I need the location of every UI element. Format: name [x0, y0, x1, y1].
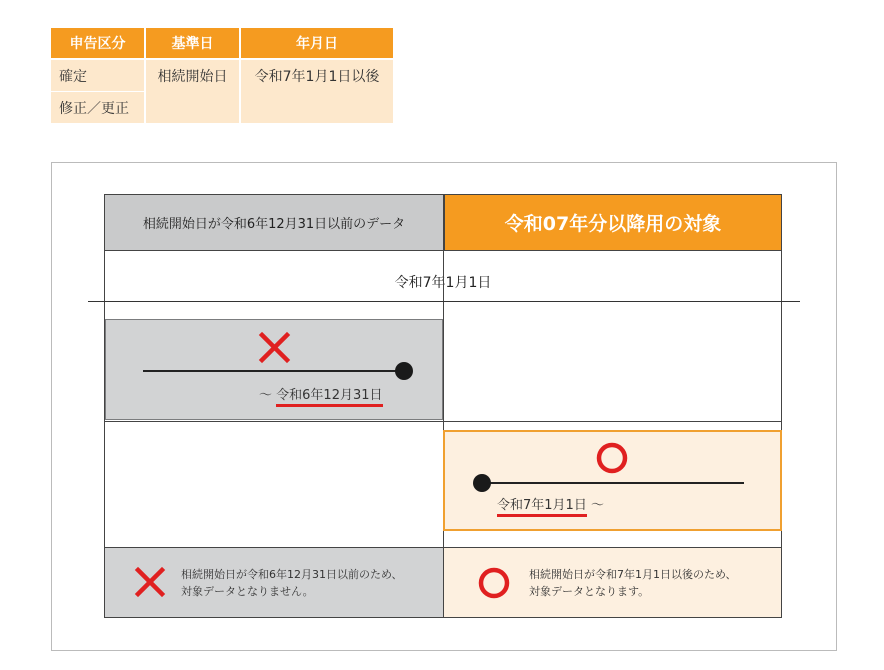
divider-date-label: 令和7年1月1日	[394, 275, 492, 291]
note-left-line-2: 対象データとなりません。	[181, 585, 314, 598]
table-cell-kakutei: 確定	[51, 60, 144, 91]
note-right-line-1: 相続開始日が令和7年1月1日以後のため、	[529, 568, 737, 581]
note-left-line-1: 相続開始日が令和6年12月31日以前のため、	[181, 568, 403, 581]
table-header-nengappi: 年月日	[241, 28, 393, 58]
right-timeline-start-dot	[473, 474, 491, 492]
table-header-kijunbi: 基準日	[146, 28, 239, 58]
note-right-line-2: 対象データとなります。	[529, 585, 650, 598]
left-cutoff-date: 令和6年12月31日	[276, 388, 382, 407]
right-timeline-label	[497, 494, 604, 513]
cross-icon	[138, 570, 162, 594]
table-cell-kijunbi: 相続開始日	[146, 60, 239, 123]
right-start-date: 令和7年1月1日	[497, 498, 587, 517]
table-cell-nengappi: 令和7年1月1日以後	[241, 60, 393, 123]
left-timeline-label	[259, 384, 383, 403]
circle-icon	[481, 570, 507, 596]
circle-icon	[599, 445, 625, 471]
note-left-text	[181, 566, 403, 600]
table-header-kubun: 申告区分	[51, 28, 144, 58]
table-cell-shusei: 修正／更正	[51, 92, 144, 123]
header-left: 相続開始日が令和6年12月31日以前のデータ	[104, 194, 444, 251]
left-timeline-end-dot	[395, 362, 413, 380]
tilde: ～	[259, 388, 273, 403]
cross-icon	[262, 335, 287, 360]
tilde: ～	[590, 498, 604, 513]
note-right-text	[529, 566, 737, 600]
header-right: 令和07年分以降用の対象	[444, 194, 782, 251]
